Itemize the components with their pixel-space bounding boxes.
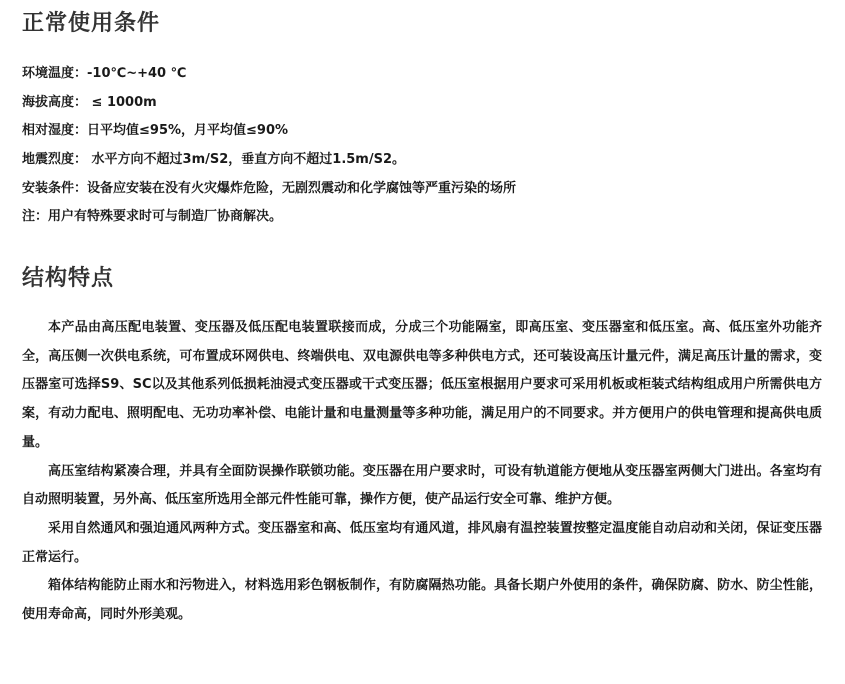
features-body xyxy=(22,314,822,630)
condition-seismic: 地震烈度： 水平方向不超过3m/S2，垂直方向不超过1.5m/S2。 xyxy=(22,152,406,168)
conditions-heading: 正常使用条件 xyxy=(22,11,161,36)
conditions-list xyxy=(22,60,822,232)
features-paragraph-high-voltage-room: 高压室结构紧凑合理，并具有全面防误操作联锁功能。变压器在用户要求时，可设有轨道能方便地从变压器室两侧大门进出。各室均有自动照明装置，另外高、低压室所选用全部元件性能可靠，操作方便，使产品运行安全可靠、维护方便。 xyxy=(22,463,822,508)
features-paragraph-ventilation: 采用自然通风和强迫通风两种方式。变压器室和高、低压室均有通风道，排风扇有温控装置按整定温度能自动启动和关闭，保证变压器正常运行。 xyxy=(22,520,822,565)
condition-altitude: 海拔高度： ≤ 1000m xyxy=(22,94,157,110)
condition-note: 注：用户有特殊要求时可与制造厂协商解决。 xyxy=(22,209,283,225)
condition-humidity: 相对湿度：日平均值≤95%，月平均值≤90% xyxy=(22,123,289,139)
condition-temperature: 环境温度：-10℃~+40 ℃ xyxy=(22,66,187,81)
features-heading: 结构特点 xyxy=(22,266,115,291)
condition-installation: 安装条件：设备应安装在没有火灾爆炸危险，无剧烈震动和化学腐蚀等严重污染的场所 xyxy=(22,180,517,196)
features-paragraph-enclosure: 箱体结构能防止雨水和污物进入，材料选用彩色钢板制作，有防腐隔热功能。具备长期户外使用的条件，确保防腐、防水、防尘性能，使用寿命高，同时外形美观。 xyxy=(22,578,822,623)
features-paragraph-composition: 本产品由高压配电装置、变压器及低压配电装置联接而成，分成三个功能隔室，即高压室、变压器室和低压室。高、低压室外功能齐全，高压侧一次供电系统，可布置成环网供电、终端供电、双电源供电等多种供电方式，还可装设高压计量元件，满足高压计量的需求，变压器室可选择S9、SC以及其他系列低损耗油浸式变压器或干式变压器；低压室根据用户要求可采用机板或柜装式结构组成用户所需供电方案，有动力配电、照明配电、无功功率补偿、电能计量和电量测量等多种功能，满足用户的不同要求。并方便用户的供电管理和提高供电质量。 xyxy=(22,320,822,450)
